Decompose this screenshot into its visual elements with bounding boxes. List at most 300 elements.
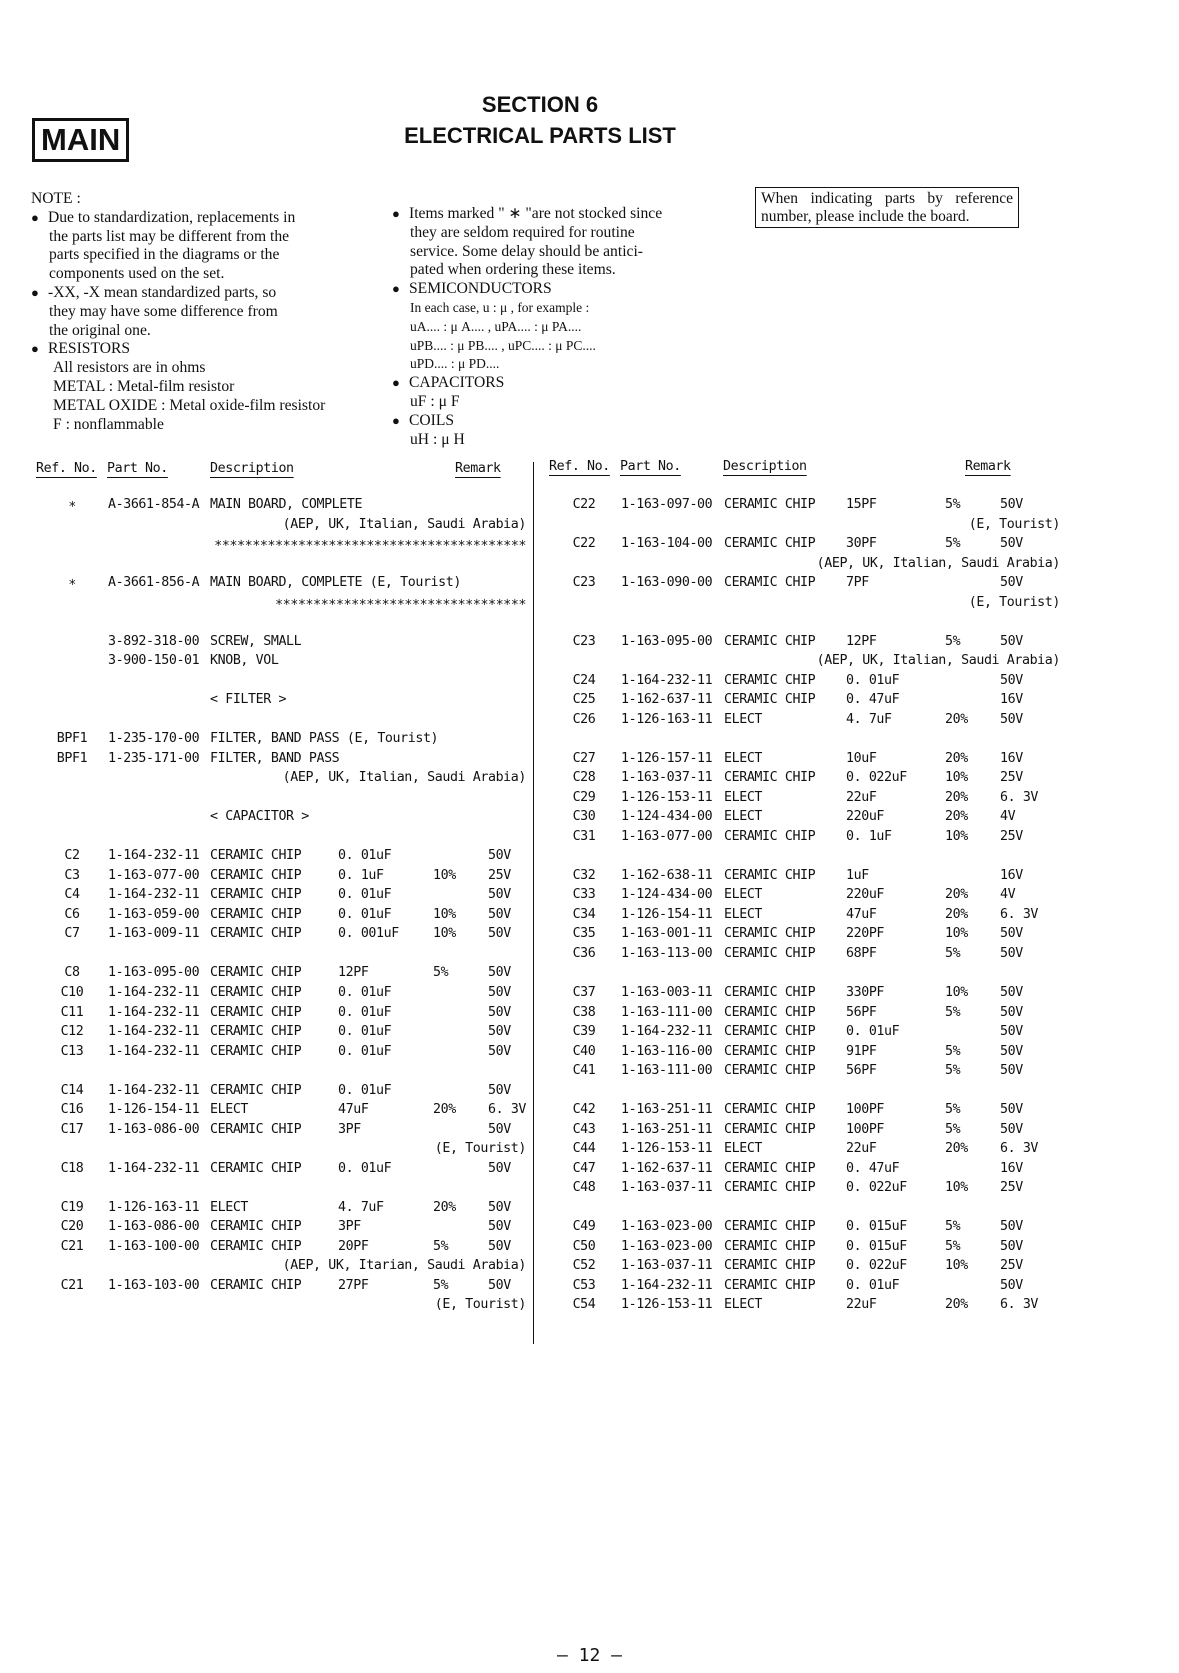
cell-part-no: 1-164-232-11: [621, 1024, 713, 1040]
cell-value: 0. 1uF: [846, 828, 892, 844]
cell-value: 12PF: [338, 965, 369, 981]
cell-tolerance: 20%: [945, 750, 968, 766]
table-row: [0, 1200, 530, 1219]
cell-ref: C48: [572, 1180, 596, 1196]
cell-part-no: 3-900-150-01: [108, 653, 200, 669]
cell-part-no: 1-163-009-11: [108, 926, 200, 942]
cell-tolerance: 5%: [945, 1238, 961, 1254]
cell-tolerance: 20%: [433, 1102, 456, 1118]
cell-value: 0. 01uF: [338, 985, 392, 1000]
cell-description: CERAMIC CHIP: [210, 965, 302, 981]
cell-voltage: 50V: [488, 1004, 511, 1020]
table-row: [0, 731, 530, 750]
board-badge: MAIN: [32, 118, 129, 162]
cell-value: 47uF: [338, 1102, 369, 1118]
cell-part-no: 1-235-171-00: [108, 750, 200, 766]
cell-part-no: 1-163-023-00: [621, 1219, 713, 1235]
cell-description: CERAMIC CHIP: [724, 1258, 816, 1274]
cell-description: CERAMIC CHIP: [724, 633, 816, 649]
cell-voltage: 50V: [488, 1082, 511, 1098]
cell-value: 22uF: [846, 1297, 877, 1313]
cell-value: 0. 01uF: [338, 887, 392, 903]
cell-ref: C23: [572, 633, 596, 649]
cell-value: 10uF: [846, 750, 877, 766]
cell-part-no: 1-163-086-00: [108, 1121, 200, 1137]
cell-voltage: 50V: [1000, 1219, 1023, 1235]
cell-ref: C16: [60, 1102, 84, 1118]
cell-description: CERAMIC CHIP: [210, 1024, 302, 1040]
cell-description: CERAMIC CHIP: [724, 536, 816, 552]
cell-part-no: 1-164-232-11: [108, 1024, 200, 1040]
note-text: ● CAPACITORS: [392, 374, 712, 393]
cell-voltage: 50V: [1000, 1063, 1023, 1079]
cell-part-no: 1-162-637-11: [621, 692, 713, 708]
cell-voltage: 50V: [488, 1024, 511, 1040]
table-row: [0, 1083, 530, 1102]
cell-tolerance: 5%: [433, 1277, 449, 1293]
cell-voltage: 4V: [1000, 887, 1016, 903]
cell-value: 100PF: [846, 1121, 885, 1137]
cell-part-no: 1-163-111-00: [621, 1004, 713, 1020]
cell-description: CERAMIC CHIP: [210, 867, 302, 883]
cell-value: 220uF: [846, 887, 885, 903]
cell-ref: C39: [572, 1024, 596, 1040]
table-row: [540, 1044, 1040, 1063]
cell-voltage: 6. 3V: [1000, 1141, 1039, 1157]
cell-description: CERAMIC CHIP: [724, 770, 816, 786]
cell-part-no: 1-163-095-00: [621, 633, 713, 649]
cell-tolerance: 10%: [945, 828, 968, 844]
table-row: [0, 985, 530, 1004]
cell-remark: (E, Tourist): [434, 1141, 526, 1157]
table-row: [0, 829, 530, 848]
table-row: [0, 1258, 530, 1277]
cell-description: CERAMIC CHIP: [210, 906, 302, 922]
cell-tolerance: 20%: [945, 1297, 968, 1313]
table-row: [540, 868, 1040, 887]
cell-value: 12PF: [846, 633, 877, 649]
cell-part-no: A-3661-856-A: [108, 575, 200, 591]
cell-part-no: 1-163-100-00: [108, 1238, 200, 1254]
table-row: [540, 809, 1040, 828]
cell-tolerance: 10%: [945, 1180, 968, 1196]
table-row: [0, 946, 530, 965]
cell-ref: C43: [572, 1121, 596, 1137]
cell-part-no: 1-163-251-11: [621, 1102, 713, 1118]
cell-voltage: 50V: [488, 1219, 511, 1235]
cell-ref: C34: [572, 906, 596, 922]
table-row: [0, 556, 530, 575]
cell-description: CERAMIC CHIP: [724, 1063, 816, 1079]
table-row: [540, 829, 1040, 848]
cell-tolerance: 5%: [945, 1219, 961, 1235]
note-text: the original one.: [49, 321, 151, 339]
cell-ref: C27: [572, 750, 596, 766]
cell-value: 3PF: [338, 1121, 361, 1137]
cell-description: ELECT: [724, 1297, 763, 1313]
cell-description: CERAMIC CHIP: [210, 1160, 302, 1176]
cell-remark: (AEP, UK, Italian, Saudi Arabia): [816, 555, 1060, 571]
cell-part-no: 1-126-154-11: [621, 906, 713, 922]
cell-part-no: 1-164-232-11: [621, 672, 713, 688]
cell-part-no: 1-163-023-00: [621, 1238, 713, 1254]
cell-voltage: 25V: [1000, 770, 1023, 786]
cell-part-no: 1-126-163-11: [108, 1199, 200, 1215]
cell-part-no: 1-163-086-00: [108, 1219, 200, 1235]
cell-description: CERAMIC CHIP: [724, 867, 816, 883]
table-row: [540, 926, 1040, 945]
table-row: [540, 1180, 1040, 1199]
table-row: [540, 516, 1060, 536]
cell-part-no: 1-163-104-00: [621, 536, 713, 552]
cell-ref: C22: [572, 497, 596, 512]
cell-value: 0. 01uF: [846, 672, 900, 688]
cell-voltage: 6. 3V: [1000, 789, 1039, 805]
cell-description: CERAMIC CHIP: [210, 1219, 302, 1235]
cell-ref: C41: [572, 1063, 596, 1079]
cell-description: CERAMIC CHIP: [210, 887, 302, 903]
cell-ref: C7: [64, 926, 80, 942]
header-ref: Ref. No.: [36, 461, 97, 476]
cell-part-no: 1-126-154-11: [108, 1102, 200, 1118]
cell-description: CERAMIC CHIP: [724, 1043, 816, 1059]
cell-tolerance: 5%: [433, 1238, 449, 1254]
cell-value: 20PF: [338, 1238, 369, 1254]
cell-description: CERAMIC CHIP: [724, 1024, 816, 1040]
header-part: Part No.: [107, 461, 168, 476]
cell-value: 0. 022uF: [846, 770, 907, 786]
table-row: [0, 1122, 530, 1141]
cell-description: CERAMIC CHIP: [724, 1180, 816, 1196]
table-row: [540, 770, 1040, 789]
cell-voltage: 50V: [488, 965, 511, 981]
cell-value: 0. 01uF: [338, 1160, 392, 1176]
cell-value: 27PF: [338, 1277, 369, 1293]
table-row: [0, 1239, 530, 1258]
cell-tolerance: 20%: [433, 1199, 456, 1215]
table-row: [540, 1102, 1040, 1121]
table-row: [0, 1063, 530, 1082]
cell-value: 0. 01uF: [338, 848, 392, 864]
cell-ref: C2: [64, 848, 80, 864]
cell-voltage: 50V: [488, 906, 511, 922]
cell-value: 0. 01uF: [338, 1024, 392, 1040]
table-row: [540, 985, 1040, 1004]
cell-value: 15PF: [846, 497, 877, 512]
cell-voltage: 25V: [1000, 828, 1023, 844]
cell-ref: ∗: [68, 575, 76, 591]
table-row: [0, 497, 530, 516]
cell-tolerance: 5%: [433, 965, 449, 981]
cell-tolerance: 5%: [945, 1102, 961, 1118]
cell-description: MAIN BOARD, COMPLETE (E, Tourist): [210, 575, 461, 591]
cell-value: 0. 001uF: [338, 926, 399, 942]
cell-voltage: 50V: [1000, 1121, 1023, 1137]
cell-voltage: 50V: [1000, 497, 1023, 512]
cell-part-no: 1-164-232-11: [621, 1277, 713, 1293]
cell-value: 56PF: [846, 1063, 877, 1079]
header-part: Part No.: [620, 459, 681, 474]
table-row: [0, 1219, 530, 1238]
cell-ref: C54: [572, 1297, 596, 1313]
cell-tolerance: 5%: [945, 945, 961, 961]
cell-remark: (AEP, UK, Italian, Saudi Arabia): [282, 770, 526, 786]
left-parts-table: [0, 0, 540, 1400]
table-row: [0, 595, 530, 614]
cell-description: CERAMIC CHIP: [724, 1219, 816, 1235]
note-text: they may have some difference from: [49, 302, 278, 320]
note-text: uA.... : μ A.... , uPA.... : μ PA....: [410, 318, 582, 334]
table-row: [540, 887, 1040, 906]
cell-voltage: 6. 3V: [1000, 1297, 1039, 1313]
cell-part-no: 1-163-251-11: [621, 1121, 713, 1137]
note-text: ● Items marked " ∗ "are not stocked since: [392, 205, 712, 224]
cell-value: 0. 022uF: [846, 1180, 907, 1196]
table-row: [540, 634, 1040, 653]
cell-tolerance: 20%: [945, 887, 968, 903]
cell-description: ELECT: [724, 906, 763, 922]
cell-ref: BPF1: [56, 750, 88, 766]
cell-ref: C12: [60, 1024, 84, 1040]
note-text: METAL OXIDE : Metal oxide-film resistor: [53, 396, 326, 414]
cell-description: KNOB, VOL: [210, 653, 279, 669]
cell-value: 3PF: [338, 1219, 361, 1235]
cell-part-no: 1-163-111-00: [621, 1063, 713, 1079]
cell-voltage: 16V: [1000, 867, 1023, 883]
note-text: they are seldom required for routine: [410, 223, 635, 241]
table-row: [540, 907, 1040, 926]
table-row: [540, 575, 1040, 594]
cell-part-no: 1-163-037-11: [621, 1258, 713, 1274]
cell-ref: C38: [572, 1004, 596, 1020]
table-row: [0, 614, 530, 633]
table-row: [540, 692, 1040, 711]
cell-description: CERAMIC CHIP: [210, 848, 302, 864]
cell-description: MAIN BOARD, COMPLETE: [210, 497, 363, 512]
section-number: SECTION 6: [481, 92, 599, 117]
cell-description: FILTER, BAND PASS (E, Tourist): [210, 731, 439, 747]
cell-remark: (E, Tourist): [968, 594, 1060, 610]
cell-part-no: A-3661-854-A: [108, 497, 200, 512]
table-row: [0, 868, 530, 887]
cell-ref: C21: [60, 1277, 84, 1293]
cell-ref: C29: [572, 789, 596, 805]
cell-tolerance: 5%: [945, 1004, 961, 1020]
note-text: F : nonflammable: [53, 415, 164, 433]
cell-description: CERAMIC CHIP: [210, 1121, 302, 1137]
table-row: [0, 1005, 530, 1024]
cell-voltage: 6. 3V: [488, 1102, 527, 1118]
cell-ref: C32: [572, 867, 596, 883]
cell-part-no: 1-124-434-00: [621, 809, 713, 825]
cell-ref: C42: [572, 1102, 596, 1118]
table-row: [0, 1161, 530, 1180]
cell-voltage: 4V: [1000, 809, 1016, 825]
table-row: [540, 614, 1040, 633]
cell-ref: C13: [60, 1043, 84, 1059]
cell-voltage: 6. 3V: [1000, 906, 1039, 922]
cell-part-no: 1-163-059-00: [108, 906, 200, 922]
cell-part-no: 1-164-232-11: [108, 1082, 200, 1098]
cell-part-no: 1-163-037-11: [621, 1180, 713, 1196]
table-row: [0, 673, 530, 692]
cell-remark: (AEP, UK, Italian, Saudi Arabia): [816, 653, 1060, 669]
cell-description: ELECT: [724, 711, 763, 727]
cell-description: CERAMIC CHIP: [724, 497, 816, 512]
cell-ref: C11: [60, 1004, 84, 1020]
cell-description: ELECT: [724, 809, 763, 825]
cell-tolerance: 10%: [433, 906, 456, 922]
cell-ref: C17: [60, 1121, 84, 1137]
cell-ref: C50: [572, 1238, 596, 1254]
cell-description: ELECT: [724, 887, 763, 903]
cell-description: CERAMIC CHIP: [724, 828, 816, 844]
table-row: [0, 575, 530, 594]
note-text: In each case, u : μ , for example :: [410, 299, 590, 315]
table-row: [0, 634, 530, 653]
cell-ref: C20: [60, 1219, 84, 1235]
table-row: [0, 692, 530, 711]
note-text: parts specified in the diagrams or the: [49, 246, 280, 264]
cell-remark: (E, Tourist): [968, 516, 1060, 532]
table-row: [0, 809, 530, 828]
cell-value: 68PF: [846, 945, 877, 961]
cell-tolerance: 10%: [945, 985, 968, 1000]
table-row: [540, 1200, 1040, 1219]
table-row: [540, 1005, 1040, 1024]
cell-voltage: 50V: [1000, 1043, 1023, 1059]
cell-voltage: 50V: [488, 926, 511, 942]
cell-value: 0. 47uF: [846, 1160, 900, 1176]
cell-ref: C22: [572, 536, 596, 552]
cell-description: CERAMIC CHIP: [724, 1121, 816, 1137]
cell-voltage: 25V: [1000, 1180, 1023, 1196]
table-row: [0, 790, 530, 809]
table-row: [540, 751, 1040, 770]
cell-tolerance: 5%: [945, 1063, 961, 1079]
cell-voltage: 50V: [1000, 633, 1023, 649]
note-text: ● SEMICONDUCTORS: [392, 280, 712, 299]
cell-description: CERAMIC CHIP: [724, 985, 816, 1000]
cell-ref: C47: [572, 1160, 596, 1176]
cell-value: 220PF: [846, 926, 885, 942]
cell-value: 0. 01uF: [846, 1024, 900, 1040]
note-text: All resistors are in ohms: [53, 359, 206, 377]
table-row: [540, 1161, 1040, 1180]
table-row: [540, 1122, 1040, 1141]
cell-value: 56PF: [846, 1004, 877, 1020]
cell-description: CERAMIC CHIP: [724, 1238, 816, 1254]
table-row: [0, 926, 530, 945]
cell-ref: C52: [572, 1258, 596, 1274]
table-row: [540, 555, 1060, 575]
cell-ref: BPF1: [56, 731, 88, 747]
cell-voltage: 50V: [488, 1238, 511, 1254]
cell-description: CERAMIC CHIP: [724, 1004, 816, 1020]
cell-voltage: 50V: [1000, 985, 1023, 1000]
not-stocked-marker: ∗∗∗∗∗∗∗∗∗∗∗∗∗∗∗∗∗∗∗∗∗∗∗∗∗∗∗∗∗∗∗∗∗: [275, 594, 526, 610]
cell-description: CERAMIC CHIP: [210, 1238, 302, 1254]
cell-ref: C53: [572, 1277, 596, 1293]
cell-ref: C19: [60, 1199, 84, 1215]
cell-voltage: 50V: [1000, 1004, 1023, 1020]
cell-part-no: 1-164-232-11: [108, 1004, 200, 1020]
cell-tolerance: 10%: [433, 926, 456, 942]
cell-value: 22uF: [846, 789, 877, 805]
cell-voltage: 50V: [1000, 945, 1023, 961]
cell-voltage: 50V: [488, 1277, 511, 1293]
table-row: [0, 907, 530, 926]
table-row: [540, 1278, 1040, 1297]
cell-voltage: 50V: [1000, 1024, 1023, 1040]
cell-part-no: 1-164-232-11: [108, 887, 200, 903]
table-row: [540, 1083, 1040, 1102]
cell-value: 30PF: [846, 536, 877, 552]
note-text: pated when ordering these items.: [410, 261, 616, 279]
cell-description: CERAMIC CHIP: [210, 985, 302, 1000]
cell-description: CERAMIC CHIP: [724, 1102, 816, 1118]
note-text: uPD.... : μ PD....: [410, 356, 500, 372]
note-text: uPB.... : μ PB.... , uPC.... : μ PC....: [410, 337, 596, 353]
cell-value: 0. 01uF: [338, 1043, 392, 1059]
cell-description: ELECT: [724, 1141, 763, 1157]
cell-ref: C36: [572, 945, 596, 961]
group-heading: < CAPACITOR >: [210, 809, 309, 825]
cell-description: CERAMIC CHIP: [724, 1160, 816, 1176]
table-row: [0, 965, 530, 984]
cell-part-no: 1-126-153-11: [621, 1141, 713, 1157]
table-row: [540, 1258, 1040, 1277]
note-text: METAL : Metal-film resistor: [53, 377, 235, 395]
cell-tolerance: 20%: [945, 1141, 968, 1157]
table-row: [0, 1044, 530, 1063]
cell-ref: C26: [572, 711, 596, 727]
cell-ref: C30: [572, 809, 596, 825]
cell-description: ELECT: [210, 1199, 249, 1215]
table-row: [540, 712, 1040, 731]
cell-ref: C24: [572, 672, 596, 688]
cell-value: 22uF: [846, 1141, 877, 1157]
cell-description: FILTER, BAND PASS: [210, 750, 340, 766]
cell-value: 0. 01uF: [338, 1004, 392, 1020]
group-heading: < FILTER >: [210, 692, 287, 708]
note-text: the parts list may be different from the: [49, 227, 290, 245]
cell-voltage: 16V: [1000, 750, 1023, 766]
table-row: [540, 965, 1040, 984]
cell-value: 100PF: [846, 1102, 885, 1118]
table-row: [540, 1239, 1040, 1258]
not-stocked-marker: ∗∗∗∗∗∗∗∗∗∗∗∗∗∗∗∗∗∗∗∗∗∗∗∗∗∗∗∗∗∗∗∗∗∗∗∗∗∗∗∗∗: [214, 536, 526, 552]
cell-part-no: 1-163-103-00: [108, 1277, 200, 1293]
cell-tolerance: 20%: [945, 809, 968, 825]
cell-part-no: 1-163-090-00: [621, 575, 713, 591]
cell-description: CERAMIC CHIP: [210, 1004, 302, 1020]
table-row: [0, 770, 530, 789]
cell-part-no: 1-163-097-00: [621, 497, 713, 512]
cell-ref: C25: [572, 692, 596, 708]
cell-part-no: 1-163-037-11: [621, 770, 713, 786]
cell-voltage: 50V: [1000, 1102, 1023, 1118]
note-text: ● -XX, -X mean standardized parts, so: [31, 284, 381, 303]
note-heading: NOTE :: [31, 190, 81, 207]
cell-part-no: 1-163-113-00: [621, 945, 713, 961]
cell-voltage: 50V: [488, 985, 511, 1000]
table-row: [540, 673, 1040, 692]
cell-description: CERAMIC CHIP: [724, 672, 816, 688]
cell-value: 7PF: [846, 575, 869, 591]
cell-value: 47uF: [846, 906, 877, 922]
cell-part-no: 1-163-077-00: [108, 867, 200, 883]
